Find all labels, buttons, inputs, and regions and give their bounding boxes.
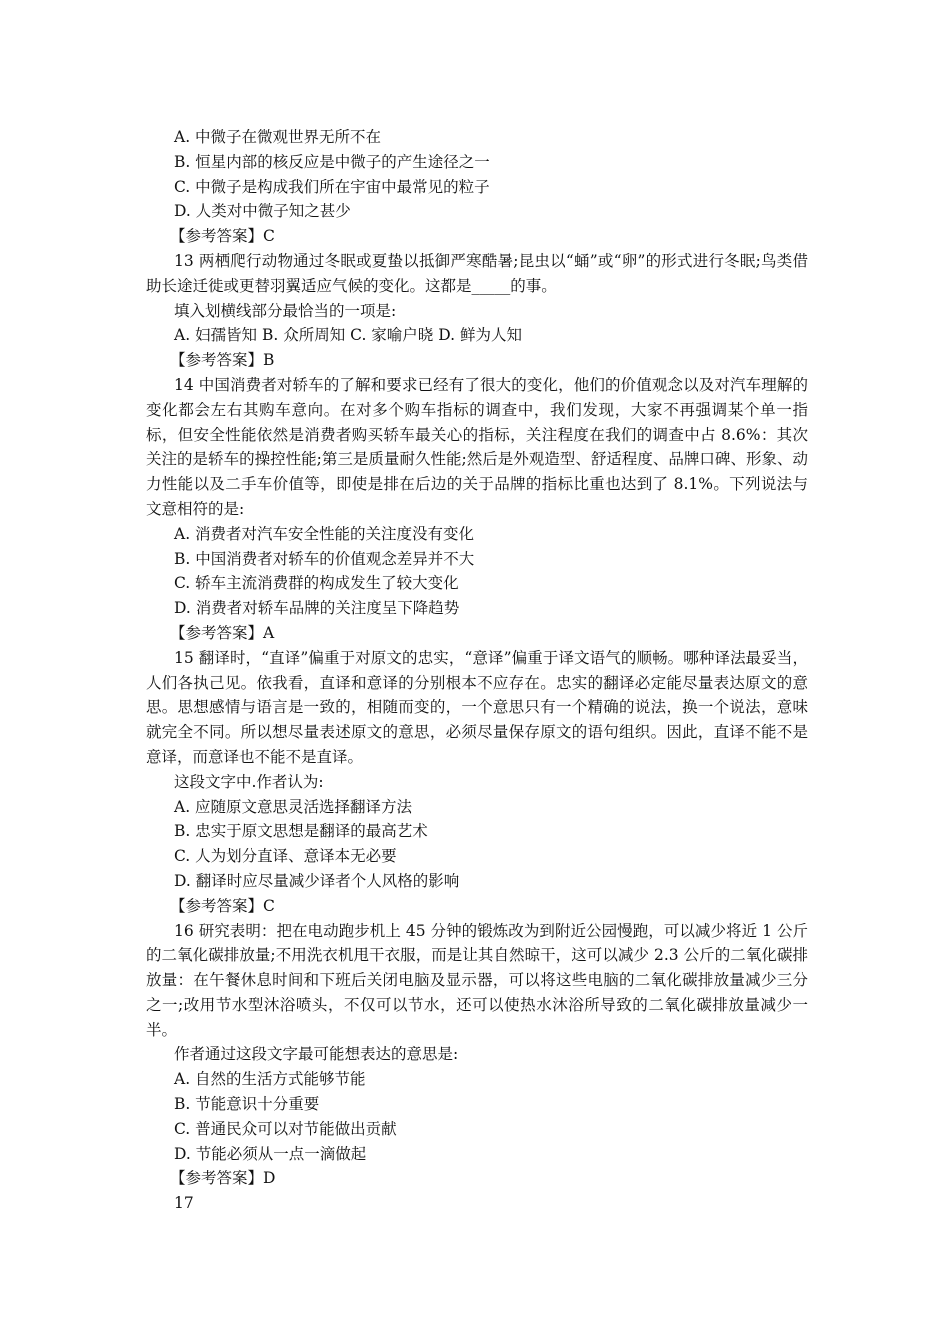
q16-prompt: 作者通过这段文字最可能想表达的意思是:	[174, 1045, 459, 1064]
q13-stem: 13 两栖爬行动物通过冬眠或夏蛰以抵御严寒酷暑;昆虫以“蛹”或“卵”的形式进行冬眠;鸟类借助长途迁徙或更替羽翼适应气候的变化。这都是_____的事。	[146, 251, 808, 295]
q15-option-c: C. 人为划分直译、意译本无必要	[174, 847, 397, 866]
q14-answer: 【参考答案】A	[170, 623, 275, 642]
q12-answer: 【参考答案】C	[170, 227, 275, 246]
q14-stem: 14 中国消费者对轿车的了解和要求已经有了很大的变化，他们的价值观念以及对汽车理解的变化都会左右其购车意向。在对多个购车指标的调查中，我们发现，大家不再强调某个单一指标，但安全性能依然是消费者购买轿车最关心的指标，关注程度在我们的调查中占 8.6%：其次关注的是轿车的操控性能;第三是质量耐久性能;然后是外观造型、舒适程度、品牌口碑、形象、动力性能以及二手车价值等，即使是排在后边的关于品牌的指标比重也达到了 8.1%。下列说法与文意相符的是:	[146, 375, 808, 518]
q16-answer: 【参考答案】D	[170, 1169, 276, 1188]
q13-prompt: 填入划横线部分最恰当的一项是:	[174, 301, 397, 320]
q14-option-b: B. 中国消费者对轿车的价值观念差异并不大	[174, 549, 475, 568]
q14-option-c: C. 轿车主流消费群的构成发生了较大变化	[174, 574, 459, 593]
q12-option-a: A. 中微子在微观世界无所不在	[174, 128, 382, 146]
q16-option-b: B. 节能意识十分重要	[174, 1095, 320, 1114]
q16-option-c: C. 普通民众可以对节能做出贡献	[174, 1119, 397, 1138]
q12-option-b: B. 恒星内部的核反应是中微子的产生途径之一	[174, 152, 490, 171]
q13-answer: 【参考答案】B	[170, 351, 275, 370]
q15-option-b: B. 忠实于原文思想是翻译的最高艺术	[174, 822, 428, 841]
document-body	[146, 125, 808, 1216]
q16-stem: 16 研究表明：把在电动跑步机上 45 分钟的锻炼改为到附近公园慢跑，可以减少将近 1 公斤的二氧化碳排放量;不用洗衣机甩干衣服，而是让其自然晾干，这可以减少 2.3 公斤的二氧化碳排放量：在午餐休息时间和下班后关闭电脑及显示器，可以将这些电脑的二氧化碳排放量减少三分之一;改用节水型沐浴喷头，不仅可以节水，还可以使热水沐浴所导致的二氧化碳排放量减少一半。	[146, 921, 808, 1039]
q15-prompt: 这段文字中.作者认为:	[174, 772, 324, 791]
q16-option-d: D. 节能必须从一点一滴做起	[174, 1144, 367, 1163]
q15-stem: 15 翻译时，“直译”偏重于对原文的忠实，“意译”偏重于译文语气的顺畅。哪种译法最妥当，人们各执己见。依我看，直译和意译的分别根本不应存在。忠实的翻译必定能尽量表达原文的意思。思想感情与语言是一致的，相随而变的，一个意思只有一个精确的说法，换一个说法，意味就完全不同。所以想尽量表述原文的意思，必须尽量保存原文的语句组织。因此，直译不能不是意译，而意译也不能不是直译。	[146, 648, 808, 766]
q15-answer: 【参考答案】C	[170, 896, 275, 915]
q14-option-a: A. 消费者对汽车安全性能的关注度没有变化	[174, 524, 475, 543]
q14-option-d: D. 消费者对轿车品牌的关注度呈下降趋势	[174, 599, 460, 618]
q15-option-a: A. 应随原文意思灵活选择翻译方法	[174, 797, 413, 816]
q17-stem: 17	[174, 1194, 194, 1213]
q12-option-d: D. 人类对中微子知之甚少	[174, 202, 351, 221]
q12-option-c: C. 中微子是构成我们所在宇宙中最常见的粒子	[174, 177, 490, 196]
q16-option-a: A. 自然的生活方式能够节能	[174, 1070, 366, 1089]
q15-option-d: D. 翻译时应尽量减少译者个人风格的影响	[174, 871, 460, 890]
q13-options: A. 妇孺皆知 B. 众所周知 C. 家喻户晓 D. 鲜为人知	[174, 326, 522, 345]
